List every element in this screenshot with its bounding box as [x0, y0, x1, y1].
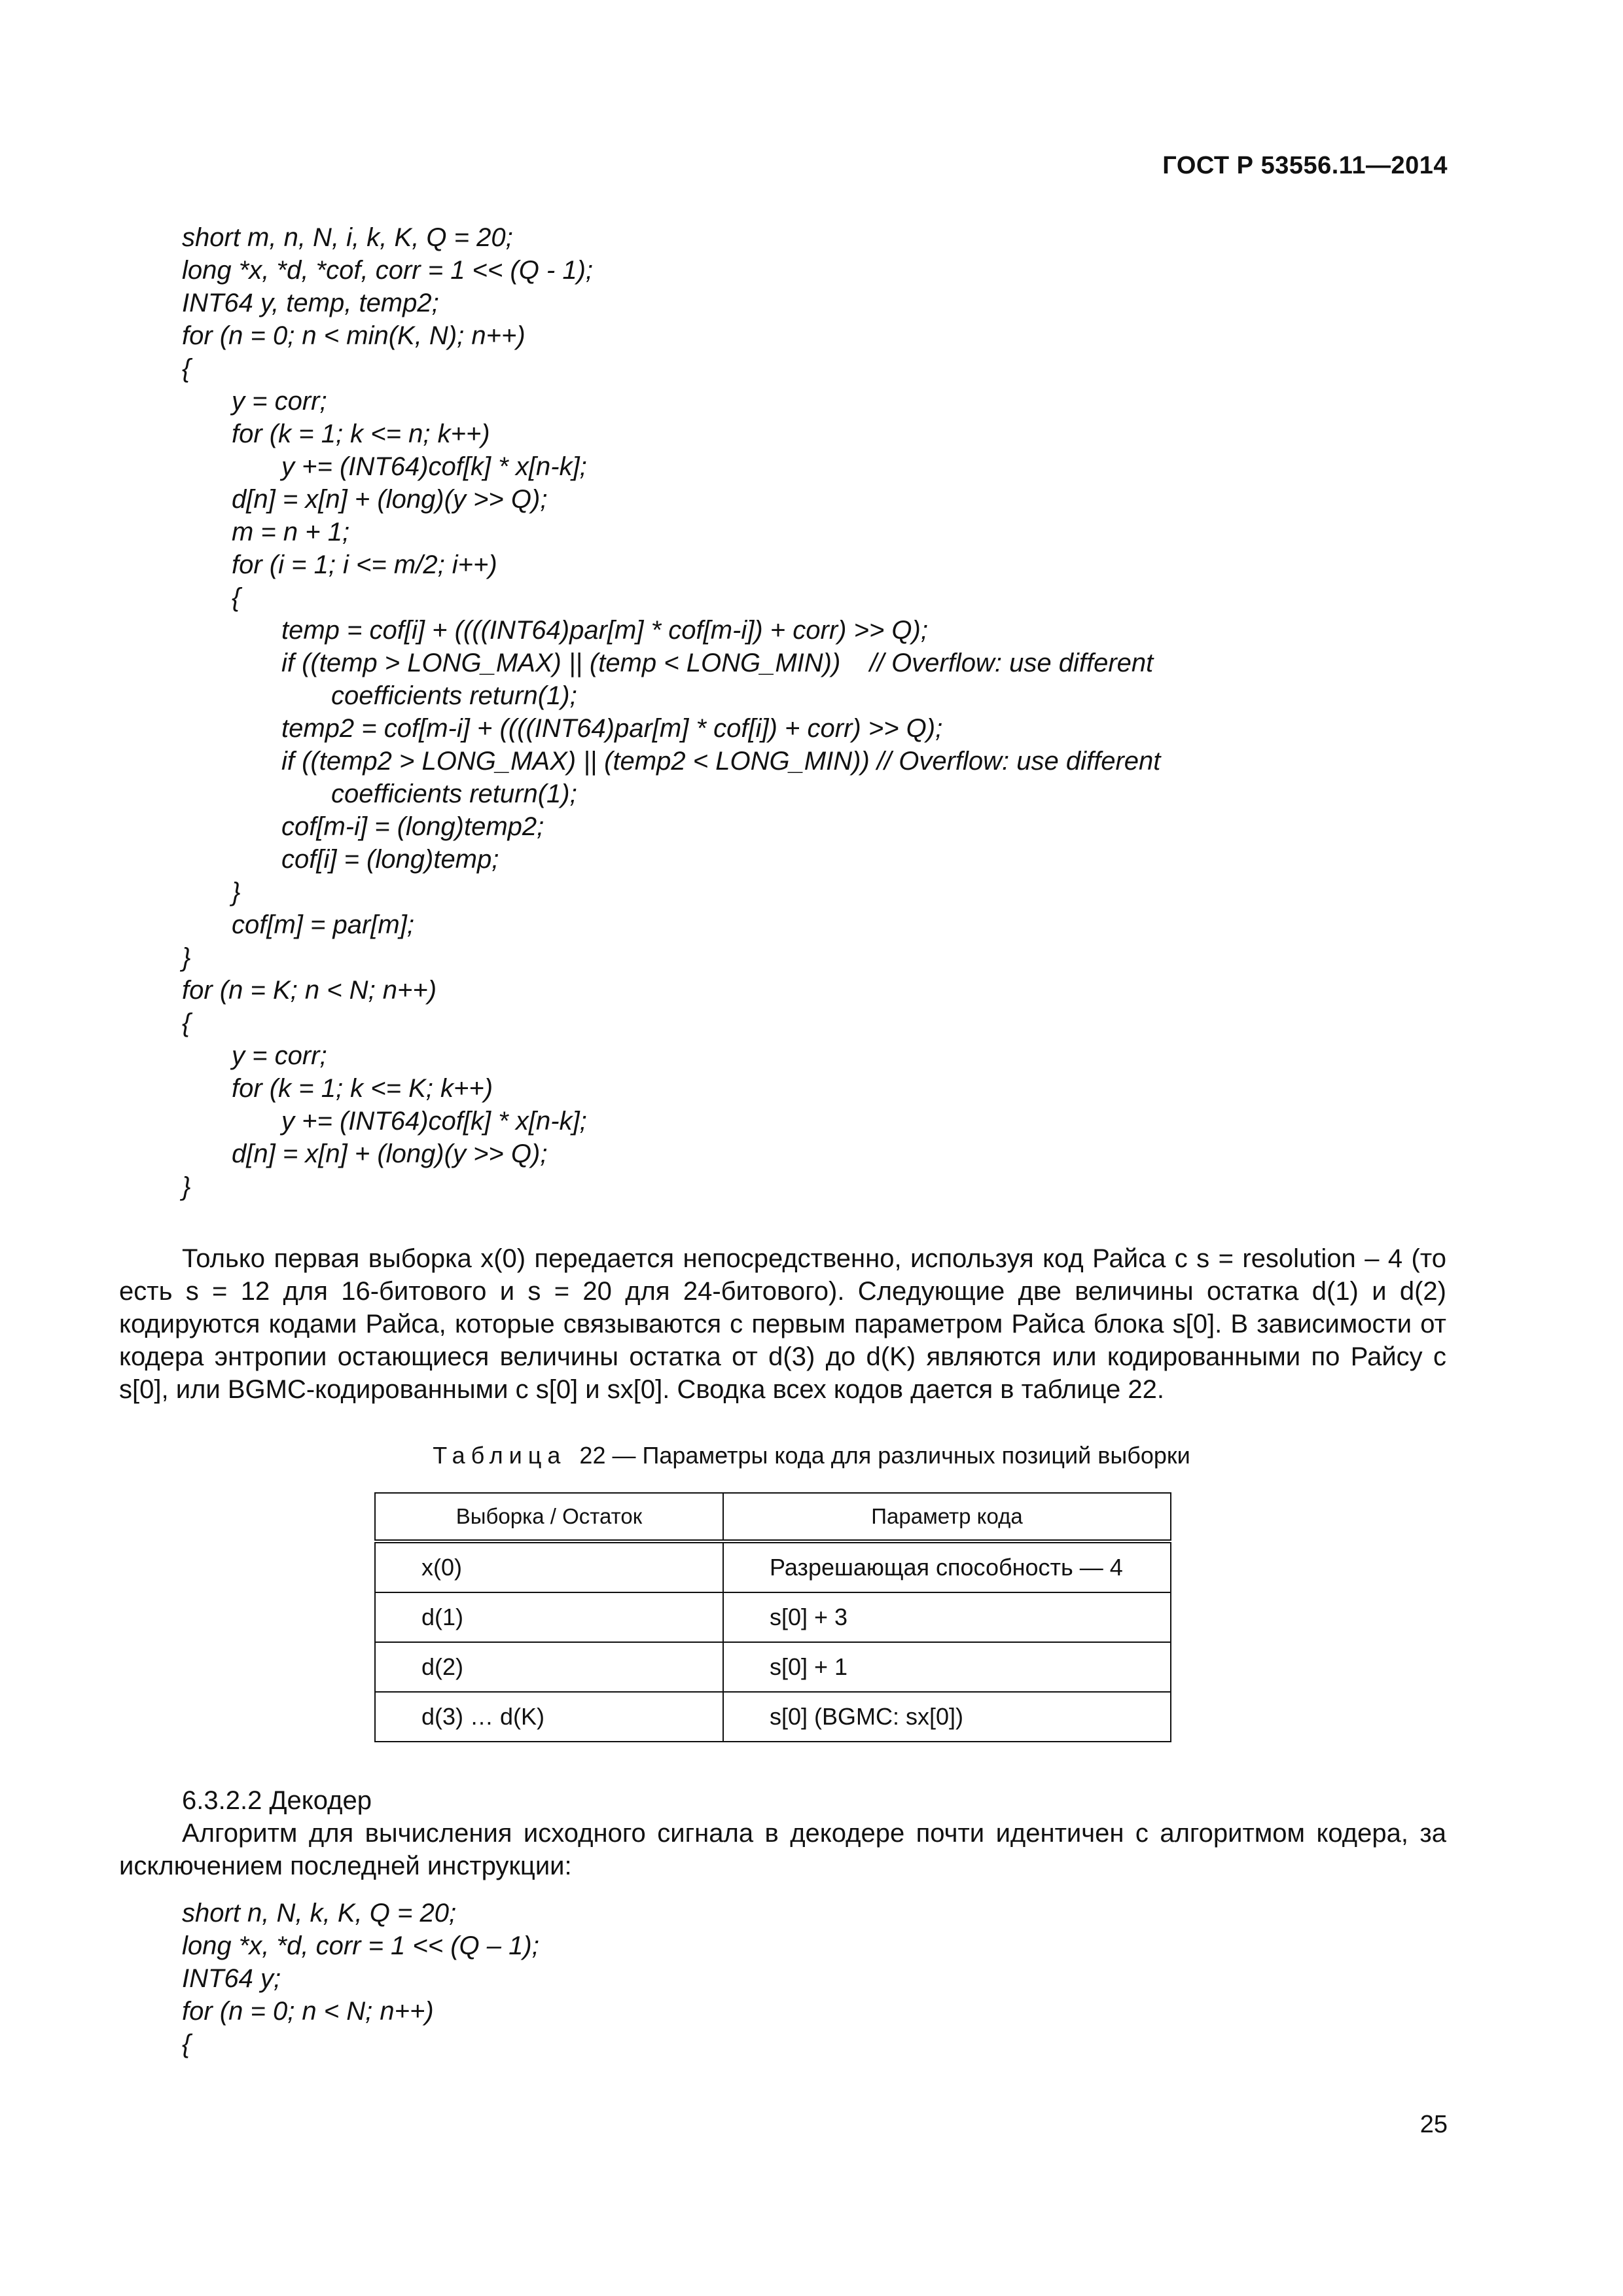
section-number: 6.3.2.2: [182, 1786, 262, 1815]
code-line: long *x, *d, *cof, corr = 1 << (Q - 1);: [182, 256, 594, 285]
code-line: INT64 y, temp, temp2;: [182, 289, 439, 317]
code-line: y = corr;: [232, 387, 327, 416]
section-title: Декодер: [269, 1786, 372, 1815]
code-line: {: [182, 2030, 191, 2058]
code-line: }: [182, 943, 191, 972]
paragraph-text: Только первая выборка x(0) передается непосредственно, используя код Райса с s = resolution – 4 (то есть s = 12 для 16-битового и s = 20 для 24-битового). Следующие две величины остатка d(1) и d(2) кодируются кодами Райса, которые связываются с первым параметром Райса блока s[0]. В зависимости от кодера энтропии остающиеся величины остатка от d(3) до d(K) являются или кодированными по Райсу с s[0], или BGMC-кодированными с s[0] и sx[0]. Сводка всех кодов дается в таблице 22.: [119, 1244, 1446, 1404]
code-line: }: [232, 878, 241, 906]
cell-sample: d(1): [375, 1592, 723, 1642]
code-line: {: [232, 583, 241, 612]
code-line: for (k = 1; k <= n; k++): [232, 420, 490, 448]
code-line: d[n] = x[n] + (long)(y >> Q);: [232, 485, 548, 514]
column-header-sample: Выборка / Остаток: [375, 1493, 723, 1541]
code-line: if ((temp2 > LONG_MAX) || (temp2 < LONG_MIN)) // Overflow: use different: [281, 747, 1161, 776]
code-line: y += (INT64)cof[k] * x[n-k];: [281, 1107, 587, 1136]
decoder-code-block: [182, 1897, 1458, 2060]
code-line: d[n] = x[n] + (long)(y >> Q);: [232, 1139, 548, 1168]
section-text: Алгоритм для вычисления исходного сигнала в декодере почти идентичен с алгоритмом кодера, за исключением последней инструкции:: [119, 1819, 1446, 1880]
code-line: cof[m-i] = (long)temp2;: [281, 812, 544, 841]
code-line: {: [182, 354, 191, 383]
code-line: for (k = 1; k <= K; k++): [232, 1074, 493, 1103]
code-line: {: [182, 1009, 191, 1037]
code-line: long *x, *d, corr = 1 << (Q – 1);: [182, 1931, 539, 1960]
encoder-code-block: [182, 221, 1458, 1203]
code-line: for (n = 0; n < N; n++): [182, 1997, 434, 2026]
column-header-parameter: Параметр кода: [723, 1493, 1171, 1541]
table-row: [375, 1692, 1171, 1742]
table-row: [375, 1541, 1171, 1592]
code-line: coefficients return(1);: [331, 780, 577, 808]
code-line: short m, n, N, i, k, K, Q = 20;: [182, 223, 513, 252]
code-line: y = corr;: [232, 1041, 327, 1070]
cell-sample: x(0): [375, 1541, 723, 1592]
section-heading: [119, 1784, 1446, 1817]
code-line: y += (INT64)cof[k] * x[n-k];: [281, 452, 587, 481]
cell-parameter: s[0] + 3: [723, 1592, 1171, 1642]
cell-sample: d(3) … d(K): [375, 1692, 723, 1742]
code-line: short n, N, k, K, Q = 20;: [182, 1899, 457, 1928]
explanation-paragraph: [119, 1242, 1446, 1406]
cell-parameter: s[0] (BGMC: sx[0]): [723, 1692, 1171, 1742]
code-line: }: [182, 1172, 191, 1201]
table-row: [375, 1592, 1171, 1642]
code-parameters-table: [374, 1492, 1171, 1742]
document-header: ГОСТ Р 53556.11—2014: [1162, 152, 1448, 179]
page-number: 25: [1419, 2111, 1448, 2138]
table-label: Таблица: [433, 1442, 567, 1469]
table-row: [375, 1642, 1171, 1692]
code-line: for (n = K; n < N; n++): [182, 976, 437, 1005]
table-caption-text: 22 — Параметры кода для различных позиций выборки: [579, 1442, 1190, 1469]
code-line: INT64 y;: [182, 1964, 281, 1993]
code-line: cof[i] = (long)temp;: [281, 845, 499, 874]
table-caption: [0, 1441, 1623, 1470]
cell-parameter: s[0] + 1: [723, 1642, 1171, 1692]
code-line: if ((temp > LONG_MAX) || (temp < LONG_MIN)) // Overflow: use different: [281, 649, 1154, 677]
code-line: for (i = 1; i <= m/2; i++): [232, 550, 497, 579]
code-line: temp2 = cof[m-i] + ((((INT64)par[m] * cof[i]) + corr) >> Q);: [281, 714, 943, 743]
table-header-row: [375, 1493, 1171, 1541]
code-line: temp = cof[i] + ((((INT64)par[m] * cof[m-i]) + corr) >> Q);: [281, 616, 928, 645]
section-decoder: [119, 1784, 1446, 1882]
code-line: for (n = 0; n < min(K, N); n++): [182, 321, 526, 350]
code-line: m = n + 1;: [232, 518, 350, 547]
cell-parameter: Разрешающая способность — 4: [723, 1541, 1171, 1592]
code-line: coefficients return(1);: [331, 681, 577, 710]
cell-sample: d(2): [375, 1642, 723, 1692]
code-line: cof[m] = par[m];: [232, 910, 414, 939]
